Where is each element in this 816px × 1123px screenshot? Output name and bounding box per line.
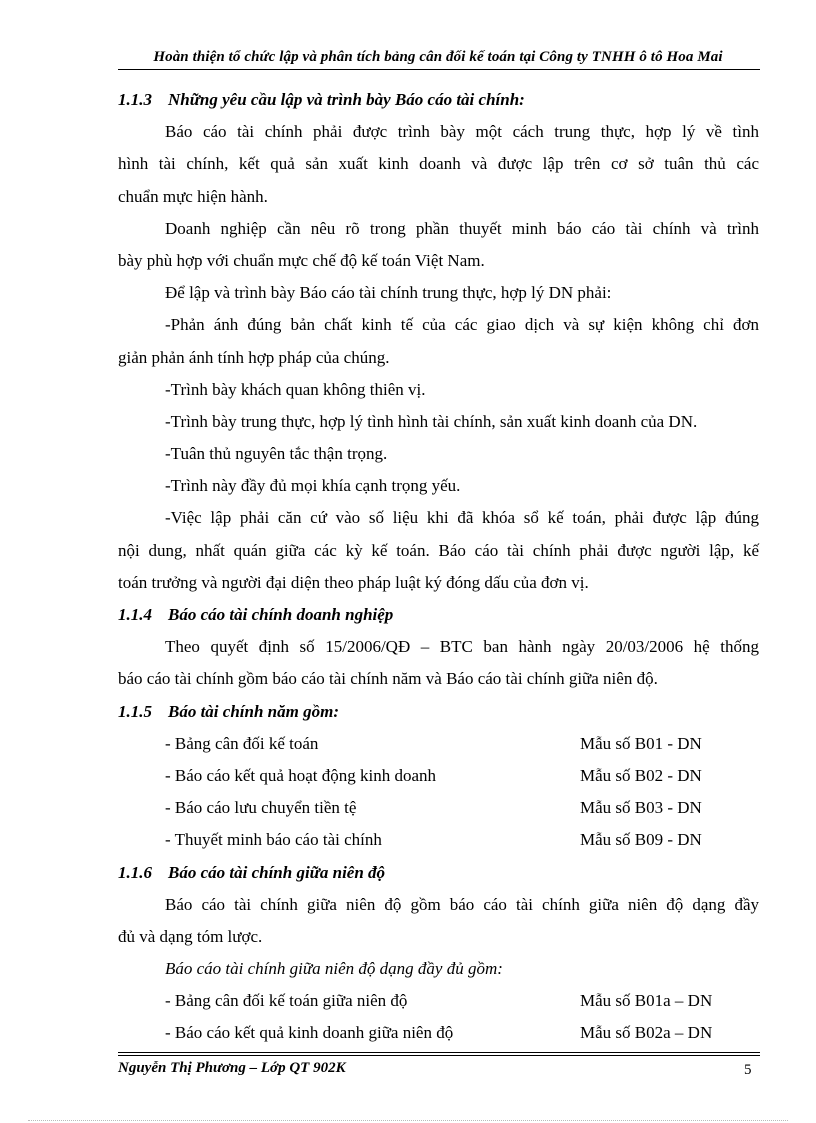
page-bottom-dotted-edge bbox=[28, 1120, 788, 1121]
page-number: 5 bbox=[744, 1062, 752, 1078]
paragraph-line: Báo cáo tài chính giữa niên độ gồm báo cáo tài chính giữa niên độ dạng đầy bbox=[165, 894, 759, 914]
section-heading-1-1-3 bbox=[118, 84, 759, 116]
footer-author: Nguyễn Thị Phương – Lớp QT 902K bbox=[118, 1060, 346, 1076]
section-number: 1.1.3 bbox=[118, 90, 152, 109]
paragraph-line: bày phù hợp với chuẩn mực chế độ kế toán Việt Nam. bbox=[118, 250, 485, 270]
section-number: 1.1.4 bbox=[118, 605, 152, 624]
bullet-line: -Trình này đầy đủ mọi khía cạnh trọng yếu. bbox=[165, 476, 461, 496]
report-list-item bbox=[118, 824, 759, 856]
bullet-line: giản phản ánh tính hợp pháp của chúng. bbox=[118, 347, 390, 367]
report-name: - Thuyết minh báo cáo tài chính bbox=[165, 830, 382, 850]
section-heading-1-1-5 bbox=[118, 696, 759, 728]
paragraph-line: hình tài chính, kết quả sản xuất kinh doanh và được lập trên cơ sở tuân thủ các bbox=[118, 154, 759, 174]
page-body bbox=[118, 84, 759, 1050]
section-title: Những yêu cầu lập và trình bày Báo cáo tài chính: bbox=[168, 90, 525, 109]
section-number: 1.1.6 bbox=[118, 862, 152, 882]
section-number: 1.1.5 bbox=[118, 701, 152, 721]
report-list-item bbox=[118, 1017, 759, 1049]
bullet-line: toán trưởng và người đại diện theo pháp luật ký đóng dấu của đơn vị. bbox=[118, 572, 589, 592]
report-name: - Bảng cân đối kế toán bbox=[165, 733, 319, 753]
report-form-code: Mẫu số B01 - DN bbox=[580, 733, 702, 753]
report-name: - Bảng cân đối kế toán giữa niên độ bbox=[165, 991, 408, 1011]
report-form-code: Mẫu số B02a – DN bbox=[580, 1023, 713, 1043]
footer-rule bbox=[118, 1055, 760, 1056]
report-list-item bbox=[118, 760, 759, 792]
section-heading-1-1-4 bbox=[118, 599, 759, 631]
section-title: Báo cáo tài chính doanh nghiệp bbox=[168, 605, 394, 624]
report-form-code: Mẫu số B01a – DN bbox=[580, 991, 713, 1011]
section-title: Báo cáo tài chính giữa niên độ bbox=[168, 862, 386, 882]
report-name: - Báo cáo kết quả hoạt động kinh doanh bbox=[165, 765, 436, 785]
report-name: - Báo cáo lưu chuyển tiền tệ bbox=[165, 798, 357, 818]
paragraph-line: Để lập và trình bày Báo cáo tài chính trung thực, hợp lý DN phải: bbox=[165, 283, 612, 303]
report-form-code: Mẫu số B02 - DN bbox=[580, 765, 702, 785]
paragraph-line: Báo cáo tài chính phải được trình bày một cách trung thực, hợp lý về tình bbox=[165, 122, 759, 142]
paragraph-line: đủ và dạng tóm lược. bbox=[118, 926, 263, 946]
paragraph-line: báo cáo tài chính gồm báo cáo tài chính năm và Báo cáo tài chính giữa niên độ. bbox=[118, 669, 658, 689]
section-heading-1-1-6 bbox=[118, 857, 759, 889]
bullet-line: nội dung, nhất quán giữa các kỳ kế toán. Báo cáo tài chính phải được người lập, kế bbox=[118, 540, 759, 560]
report-form-code: Mẫu số B03 - DN bbox=[580, 798, 702, 818]
bullet-line: -Việc lập phải căn cứ vào số liệu khi đã khóa sổ kế toán, phải được lập đúng bbox=[165, 508, 759, 528]
report-list-item bbox=[118, 985, 759, 1017]
running-header: Hoàn thiện tổ chức lập và phân tích bảng cân đối kế toán tại Công ty TNHH ô tô Hoa Mai bbox=[153, 49, 723, 65]
report-name: - Báo cáo kết quả kinh doanh giữa niên độ bbox=[165, 1023, 454, 1043]
bullet-line: -Trình bày trung thực, hợp lý tình hình tài chính, sản xuất kinh doanh của DN. bbox=[165, 411, 698, 431]
paragraph-line: chuẩn mực hiện hành. bbox=[118, 186, 268, 206]
report-list-item bbox=[118, 792, 759, 824]
bullet-line: -Phản ánh đúng bản chất kinh tế của các giao dịch và sự kiện không chỉ đơn bbox=[165, 315, 759, 335]
report-form-code: Mẫu số B09 - DN bbox=[580, 830, 702, 850]
footer-rule bbox=[118, 1052, 760, 1053]
paragraph-line: Theo quyết định số 15/2006/QĐ – BTC ban hành ngày 20/03/2006 hệ thống bbox=[165, 637, 759, 657]
bullet-line: -Tuân thủ nguyên tắc thận trọng. bbox=[165, 444, 388, 464]
subheading: Báo cáo tài chính giữa niên độ dạng đầy đủ gồm: bbox=[165, 959, 503, 979]
section-title: Báo tài chính năm gồm: bbox=[168, 701, 339, 721]
bullet-line: -Trình bày khách quan không thiên vị. bbox=[165, 379, 426, 399]
header-rule bbox=[118, 69, 760, 70]
paragraph-line: Doanh nghiệp cần nêu rõ trong phần thuyết minh báo cáo tài chính và trình bbox=[165, 218, 759, 238]
report-list-item bbox=[118, 728, 759, 760]
